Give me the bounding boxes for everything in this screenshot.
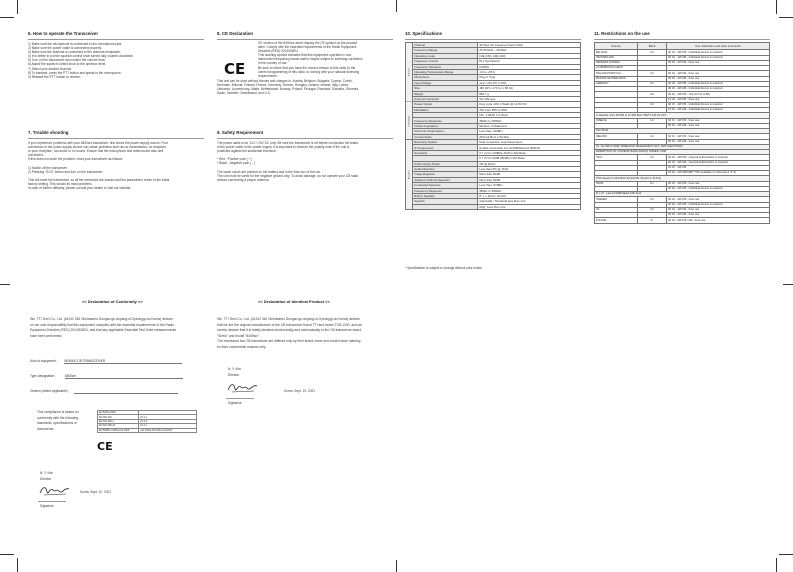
band-cell: EU [638, 118, 667, 123]
spec-label: Current Drain [413, 134, 478, 139]
spec-label: IF Frequencies [413, 145, 478, 150]
body-line: without connecting a proper antenna. [217, 177, 270, 182]
spec-label: Receiving System [413, 140, 478, 145]
spec-value: 180 (W) x 173 (L) x 58 (H) [478, 86, 581, 91]
comment-cell: 40 Ch - 4W FM - Free use [667, 71, 770, 76]
ce-mark-icon: CE [97, 440, 113, 453]
band-cell: EU [638, 50, 667, 55]
comment-cell: 40 Ch - 4W FM - Individual licence is required [667, 102, 770, 107]
kind-label: Kind of equipment : [30, 359, 58, 363]
comment-cell: 40 Ch - 4W FM - Free use [667, 197, 770, 202]
country-cell: SWEDEN [595, 197, 638, 202]
body-line: 4) It is better to put the squelch control knob turned fully counter-clockwise. [28, 54, 134, 59]
comment-cell: 40 Ch - 4W AM - Free use [667, 123, 770, 128]
crop-mark [17, 558, 18, 572]
conformity-name: N. Y. Kim [40, 471, 53, 475]
standard-version: V2.2.3 [139, 419, 197, 423]
spec-value: More than 60dB [478, 172, 581, 177]
spec-label: Frequency Response [413, 118, 478, 123]
comment-cell: 40 Ch - 4W FM - Use (Ch 41 to 80) [667, 92, 770, 97]
identical-position: Director [228, 373, 240, 377]
country-cell: FINLAND,PORTUGAL [595, 71, 638, 76]
spec-label: Weight [413, 91, 478, 96]
spec-label: Output Impedance [413, 123, 478, 128]
restriction-note: Fair 26.62 [595, 129, 770, 134]
country-cell: UK [595, 207, 638, 212]
country-cell: POLAND [595, 218, 638, 223]
column-header: Band [638, 43, 667, 50]
section-9-body [217, 141, 393, 182]
band-cell: EU [638, 181, 667, 186]
section-rule [405, 39, 581, 40]
spec-value: Less than 5% @ 1KHz [478, 166, 581, 171]
body-line: that we are the original manufacturer of the CB transceiver brand TTI and model TCB-1100, and we [217, 322, 362, 327]
signature-line [226, 398, 254, 399]
spec-label: Audio Distortion [413, 166, 478, 171]
comment-cell: 40 Ch - 4W FM - Free use [667, 207, 770, 212]
crop-mark [776, 0, 777, 14]
spec-label [413, 204, 478, 209]
country-cell: GERMANY [595, 81, 638, 86]
restrictions-table [594, 42, 770, 224]
body-line: 2) Pressing "S/10" button and turn on the transceiver. [28, 169, 104, 174]
comment-cell: 12 Ch - 4W AM - Individual licence is required [667, 108, 770, 113]
comment-cell: 40 Ch - 4W FM - Individual licence is required [667, 50, 770, 55]
band-cell: PL [638, 218, 667, 223]
body-line: protected against the accidental inversion: [217, 149, 277, 154]
country-cell: ITALY [595, 155, 638, 160]
comment-cell: 40 Ch - 4W FM / AM - Free use [667, 218, 770, 223]
spec-group-label: Transmitter [406, 102, 413, 140]
band-cell: EU [638, 207, 667, 212]
spec-label: Harmonic Suppression [413, 129, 478, 134]
standard-name: EN 301 489-1 [98, 419, 139, 423]
section-8-title: 8. CE Declaration [217, 31, 254, 36]
spec-label: Built-in Speaker [413, 193, 478, 198]
body-line: This will reset the transceiver, so all the memories are erased and the parameters return to the initial [28, 177, 170, 182]
spec-label: Size [413, 86, 478, 91]
body-line: CE version of the 8400wx which display the CE symbol on the product [258, 41, 358, 45]
comment-cell: 34 Ch - 4W FM [667, 165, 770, 170]
identical-name: N. Y. Kim [228, 367, 241, 371]
spec-value: -10 to +55 C [478, 69, 581, 74]
spec-label: Antenna Connector [413, 96, 478, 101]
comment-cell: 34 Ch - 4W AM/SSB* (*Not available on channels 6, 8, 9) [667, 171, 770, 176]
section-8-indented-body [258, 41, 394, 78]
restriction-note: EXEMPTION OF CITIZENS' BAND RADIO) ORDER, 1998 [595, 150, 770, 155]
conformity-signature-label: Signature [40, 504, 54, 508]
country-cell: BELGIUM [595, 50, 638, 55]
body-line: Lithuania, Luxembourg, Malta, Netherlands, Norway, Poland, Portugal, Romania, Slovakia, Slovenia, [217, 87, 359, 92]
body-line: 5) Turn on the transceiver and control the volume level. [28, 58, 106, 63]
body-line: The mentioned two CB transceiver are differed only by their brand name and model name marking [217, 339, 361, 344]
standard-name: EN 62311:2008 [98, 411, 139, 415]
restrictions-header [595, 43, 770, 50]
country-cell: SWITZERLAND [595, 55, 638, 60]
spec-label: Input Voltage [413, 80, 478, 85]
spec-value: 0.7 uV for 10dB(S+N)/N in AM Mode [478, 150, 581, 155]
spec-value: 450Hz to 2500Hz [478, 118, 581, 123]
band-cell: DE [638, 92, 667, 97]
column-header: Use restrictions and other comments [667, 43, 770, 50]
body-line: This compliance is based on [37, 410, 79, 414]
body-line: In case of further difficulty, please consult your dealer or visit our website. [28, 186, 132, 191]
version-value [74, 389, 178, 394]
comment-cell: 40 Ch - 4W FM - Free use [667, 134, 770, 139]
spec-value: 0.005% [478, 64, 581, 69]
spec-label: Power Output [413, 102, 478, 107]
section-11-title: 11. Restrictions on the use [594, 31, 650, 36]
comment-cell: 40 Ch - 4W AM - Free use [667, 213, 770, 218]
comment-cell: 40 Ch - 4W AM - Individual licence is required [667, 186, 770, 191]
crop-mark [779, 554, 793, 555]
body-line: factory setting. This should fix most problems. [28, 181, 93, 186]
spec-value: 26.56 MHz ~ 28.MHz [478, 48, 581, 53]
restriction-note: R.I. 37 - Law 11/1998 dated 24th April [595, 192, 770, 197]
comment-cell: 12 Ch - 4W AM - Free use [667, 97, 770, 102]
spec-value: Duty cycle 10% 4 Watts @ 13.8V DC [478, 102, 581, 107]
crop-mark [396, 560, 397, 572]
spec-row [406, 204, 581, 209]
kind-value: MOBILE CB TRANSCEIVER [64, 359, 182, 364]
section-7-body [28, 141, 204, 190]
spec-label: Squelch [413, 199, 478, 204]
body-line: standards, specifications or [37, 421, 77, 426]
section-9-title: 9. Safety Requirement [217, 130, 264, 135]
body-line: Equipment Directive (RED) 2014/53/EU, and that any applicable Essential Test Suite measurements [30, 328, 176, 333]
compliance-text [37, 410, 79, 432]
standard-row [98, 428, 197, 432]
section-rule [28, 138, 204, 139]
spec-value: Adjustable: Threshold less than 1uV [478, 199, 581, 204]
body-line: correct programming of this radio, to comply with your national licensing [258, 69, 360, 74]
identical-place-date: Korea, Sept. 10, 2021 [284, 389, 316, 393]
restriction-row [595, 218, 770, 223]
standard-version: +A1:2010+A12:2011+A2:2013 [139, 428, 197, 432]
spec-footnote: * Specification is subject to change without prior notice. [405, 266, 483, 270]
section-10-title: 10. Specifications [405, 31, 443, 36]
standards-table [97, 410, 197, 433]
spec-value: PLL Synthesizer [478, 59, 581, 64]
identical-title: << Declaration of Identical Product >> [258, 299, 330, 304]
spec-value: More than 60dB [478, 177, 581, 182]
band-cell: EU [638, 134, 667, 139]
spec-label: Operating mode [413, 53, 478, 58]
ce-mark-icon: CE [224, 60, 246, 78]
standard-name: EN 301 489-13 [98, 424, 139, 428]
spec-value: Plug-in Type [478, 75, 581, 80]
spec-value: 8" + + 40mm, Round [478, 193, 581, 198]
spec-group-label: Receiver [406, 140, 413, 210]
body-line: "Sirrtio" and model "8400wx". [217, 333, 260, 338]
body-line: If you experience problems with your 8400wx transceiver, first check the power supply source. Poor [28, 141, 169, 145]
signature-line [38, 501, 66, 502]
crop-mark [396, 0, 397, 12]
spec-value: F3E (FM), A3E (AM) [478, 53, 581, 58]
spec-label: Sensitivity [413, 150, 478, 155]
spec-value: 450Hz to 2500Hz [478, 188, 581, 193]
restriction-note: PNF Issued on DM 08.07.02 (NOTE: 06 (AU.C. B 8 4)) [595, 176, 770, 181]
spec-value: ASQ: Less than 1uV [478, 204, 581, 209]
comment-cell: 40 Ch - 4W AM - Individual licence is required [667, 87, 770, 92]
comment-cell: 40 Ch - 4W AM - Individual licence is required [667, 202, 770, 207]
country-cell: DENMARK,NORWAY [595, 60, 638, 65]
spec-label: Audio Output Power [413, 161, 478, 166]
spec-value: SO-239 type [478, 96, 581, 101]
spec-label: Frequency Response [413, 188, 478, 193]
body-line: We, TTI Tech Co., Ltd. (#1312 361 Simindaero Dongan-gu Anyang-si Gyeonggi-do Korea) declare [217, 317, 360, 321]
signature-image [226, 381, 260, 395]
body-line: of the power cable to the power supply. It is important to observe the polarity even if the unit is [217, 145, 350, 150]
body-line: conformity with the following [37, 415, 79, 420]
body-line: 2) Make sure the power cable is connected properly. [28, 46, 102, 51]
band-cell: EU [638, 71, 667, 76]
country-cell: SPAIN [595, 181, 638, 186]
crop-mark [776, 558, 777, 572]
spec-group-label: General [406, 43, 413, 102]
band-cell: EU [638, 81, 667, 86]
comment-cell: 40 Ch - 4W AM - Free use [667, 76, 770, 81]
comment-cell: 40 Ch - 4W FM - General authorization is required [667, 155, 770, 160]
column-header: Country [595, 43, 638, 50]
spec-value: Dual conversion superheterodyne [478, 140, 581, 145]
body-line: Denmark, Estonia, Finland, France, Germany, Greece, Hungary, Iceland, Ireland, Italy, Latvia, [217, 83, 349, 88]
spec-label: Adjacent Channel Rejection [413, 177, 478, 182]
spec-value: 50ohms, Unbalanced [478, 123, 581, 128]
type-designation [30, 374, 183, 379]
body-line: The same colors are present on the battery and in the fuse box of the car. [217, 169, 321, 174]
body-line: 1) Make sure the microphone is connected to the microphone jack. [28, 42, 123, 46]
identical-signature-label: Signature [228, 401, 242, 405]
body-line: requirements. [258, 73, 278, 78]
band-cell: EU [638, 155, 667, 160]
body-line: We, TTI Tech Co., Ltd. (#1312 361 Simindaero Dongan-gu Anyang-si Gyeonggi-do Korea) declare [30, 317, 173, 321]
crop-mark [0, 554, 14, 555]
body-line: 8) To transmit, press the PTT button and speak to the microphone. [28, 70, 122, 75]
body-line: * Red : Positive pole ( + ) [217, 157, 253, 162]
section-rule [28, 39, 204, 40]
identical-body [217, 317, 393, 351]
body-line: If this does not solve the problem, reset your transceiver as follows: [28, 157, 123, 162]
body-line: for their commercial reasons only. [217, 344, 267, 349]
specifications-table [405, 42, 581, 210]
spec-value: Double conversion 1st 10.695MHz/2nd 455KHz [478, 145, 581, 150]
spec-value: AM Full Mod: 1.5A Max [478, 134, 581, 139]
crop-mark [17, 0, 18, 14]
body-line: Spain, Sweden, Switzerland, and U.K. [217, 91, 271, 96]
country-cell: IRELAND [595, 134, 638, 139]
body-line: hereby declare that it is totally identical electronically and mechanically to the CB transceiver brand [217, 328, 362, 333]
spec-value: AM: from 85% to 95% [478, 107, 581, 112]
body-line: or poor reception, low audio or no sound. Ensure that the microphone and antenna are also well [28, 149, 164, 154]
spec-value: 2W @ 8ohm [478, 161, 581, 166]
signature-image [38, 484, 72, 498]
band-cell: EU [638, 102, 667, 107]
spec-label: Frequency Control [413, 59, 478, 64]
band-cell: EU [638, 197, 667, 202]
standard-name: EN 60950-1:2006+A11:2009 [98, 428, 139, 432]
comment-cell: 40 Ch - 4W FM - Free use [667, 118, 770, 123]
spec-value: 40 (See the frequency band chart) [478, 43, 581, 48]
body-line: connection of the power supply source can cause problems such as no transmission, no reception [28, 145, 167, 150]
version-field [30, 389, 178, 394]
body-line: documents : [37, 426, 55, 431]
body-line: * Black : Negative pole ( - ) [217, 161, 255, 166]
comment-cell: 40 Ch - 4W AM - Individual licence is required [667, 55, 770, 60]
section-rule [594, 39, 770, 40]
conformity-position: Director [40, 477, 52, 481]
version-label: Version (where applicable) : [30, 389, 70, 393]
body-line: This warning symbol indicates that this equipment operates in non- [258, 53, 353, 58]
spec-value: Less than -36dBm [478, 129, 581, 134]
spec-value: 882.7 g [478, 91, 581, 96]
body-line: 7) Select your desired channel. [28, 66, 72, 71]
type-label: Type-designation : [30, 374, 57, 378]
body-line: This unit can be used without license and charges in: Austria, Belgium, Bulgaria, Cyprus, Czech, [217, 79, 353, 83]
country-cell: FRANCE,NETHERLANDS [595, 76, 638, 81]
spec-label: Channel [413, 43, 478, 48]
body-line: Be sure to check that you have the correct version of this radio or the [258, 65, 356, 70]
kind-of-equipment [30, 359, 182, 364]
comment-cell: 40 Ch - 4W AM - Free use [667, 139, 770, 144]
body-line: connected. [28, 153, 44, 158]
body-line: have been performed. [30, 333, 63, 338]
conformity-place-date: Korea, Sept. 10, 2021 [80, 490, 112, 494]
body-line: label. Comply with the essential requirements of the Radio Equipment [258, 45, 357, 50]
section-6-body [28, 42, 204, 79]
spec-label: Operating Temperature Range [413, 69, 478, 74]
restriction-note: In Allowed: from 26.565 to 27.405 MHz "BAPT 222 ZV 164" [595, 113, 770, 118]
body-line: 1) Switch off the transceiver. [28, 165, 68, 170]
body-line: 3) Make sure the antenna is connected to the antenna receptacle. [28, 50, 121, 55]
spec-label: Conducted Spurious [413, 183, 478, 188]
crop-mark [0, 284, 10, 285]
conformity-body [30, 317, 200, 339]
restriction-note: S.I. No 436 of 1998, WIRELESS TELEGRAPHY ACT, 1926 (SECTIONS) [595, 144, 770, 149]
crop-mark [0, 17, 14, 18]
section-6-title: 6. How to operate the Transceiver [28, 31, 99, 36]
section-8-body [217, 79, 393, 95]
spec-label: Modulation [413, 107, 478, 112]
body-line: in the country of use. [258, 61, 288, 66]
spec-value: Less than -57dBm [478, 183, 581, 188]
spec-value: FM : 1.8KHz ± 0.2KHz [478, 113, 581, 118]
spec-label: Frequency Range [413, 48, 478, 53]
crop-mark [779, 17, 793, 18]
body-line: on our sole responsibility that this equipment complies with the essential requirements of the Radio [30, 322, 175, 327]
body-line: The power cable is for 13.2 / 24V DC only. Be sure the transceiver is off before connection the leads [217, 141, 358, 145]
body-line: 6) Adjust the squelch control knob to the optimum level. [28, 62, 107, 67]
comment-cell: 40 Ch - 4W FM - Free use [667, 60, 770, 65]
country-cell: GREECE [595, 118, 638, 123]
standard-version: V1.2.1 [139, 424, 197, 428]
spec-value: 13.2 / 24V DC ± 15% [478, 80, 581, 85]
standard-version: V2.1.1 [139, 415, 197, 419]
comment-cell: 40 Ch - 4W FM - Individual licence is required [667, 81, 770, 86]
crop-mark [783, 284, 793, 285]
body-line: The unit must be wired for the negative ground only. To avoid damage, do not operate your CB radio [217, 173, 359, 178]
spec-label: Frequency Tolerance [413, 64, 478, 69]
country-cell: LUXEMBOURG,CZECH [595, 66, 638, 71]
body-line: harmonized frequency bands and/or maybe subject to licensing conditions [258, 57, 363, 62]
type-value: 8400wx [65, 374, 183, 379]
body-line: Directive (RED) 2014/53/EU. [258, 49, 299, 54]
spec-label: Image Rejection [413, 172, 478, 177]
comment-cell: 40 Ch - 4W FM - Free use [667, 181, 770, 186]
comment-cell: 40 Ch - 4W AM - General authorization is required [667, 160, 770, 165]
conformity-title: << Declaration of Conformity >> [82, 299, 143, 304]
section-7-title: 7. Trouble shooting [28, 130, 69, 135]
body-line: 9) Release the PTT button to receive. [28, 74, 81, 79]
section-rule [217, 138, 393, 139]
spec-value: 0.7 uV for 20dB (80dB) in FM Mode [478, 156, 581, 161]
spec-label: Microphone [413, 75, 478, 80]
section-rule [217, 39, 393, 40]
standard-name: EN 300 433 [98, 415, 139, 419]
